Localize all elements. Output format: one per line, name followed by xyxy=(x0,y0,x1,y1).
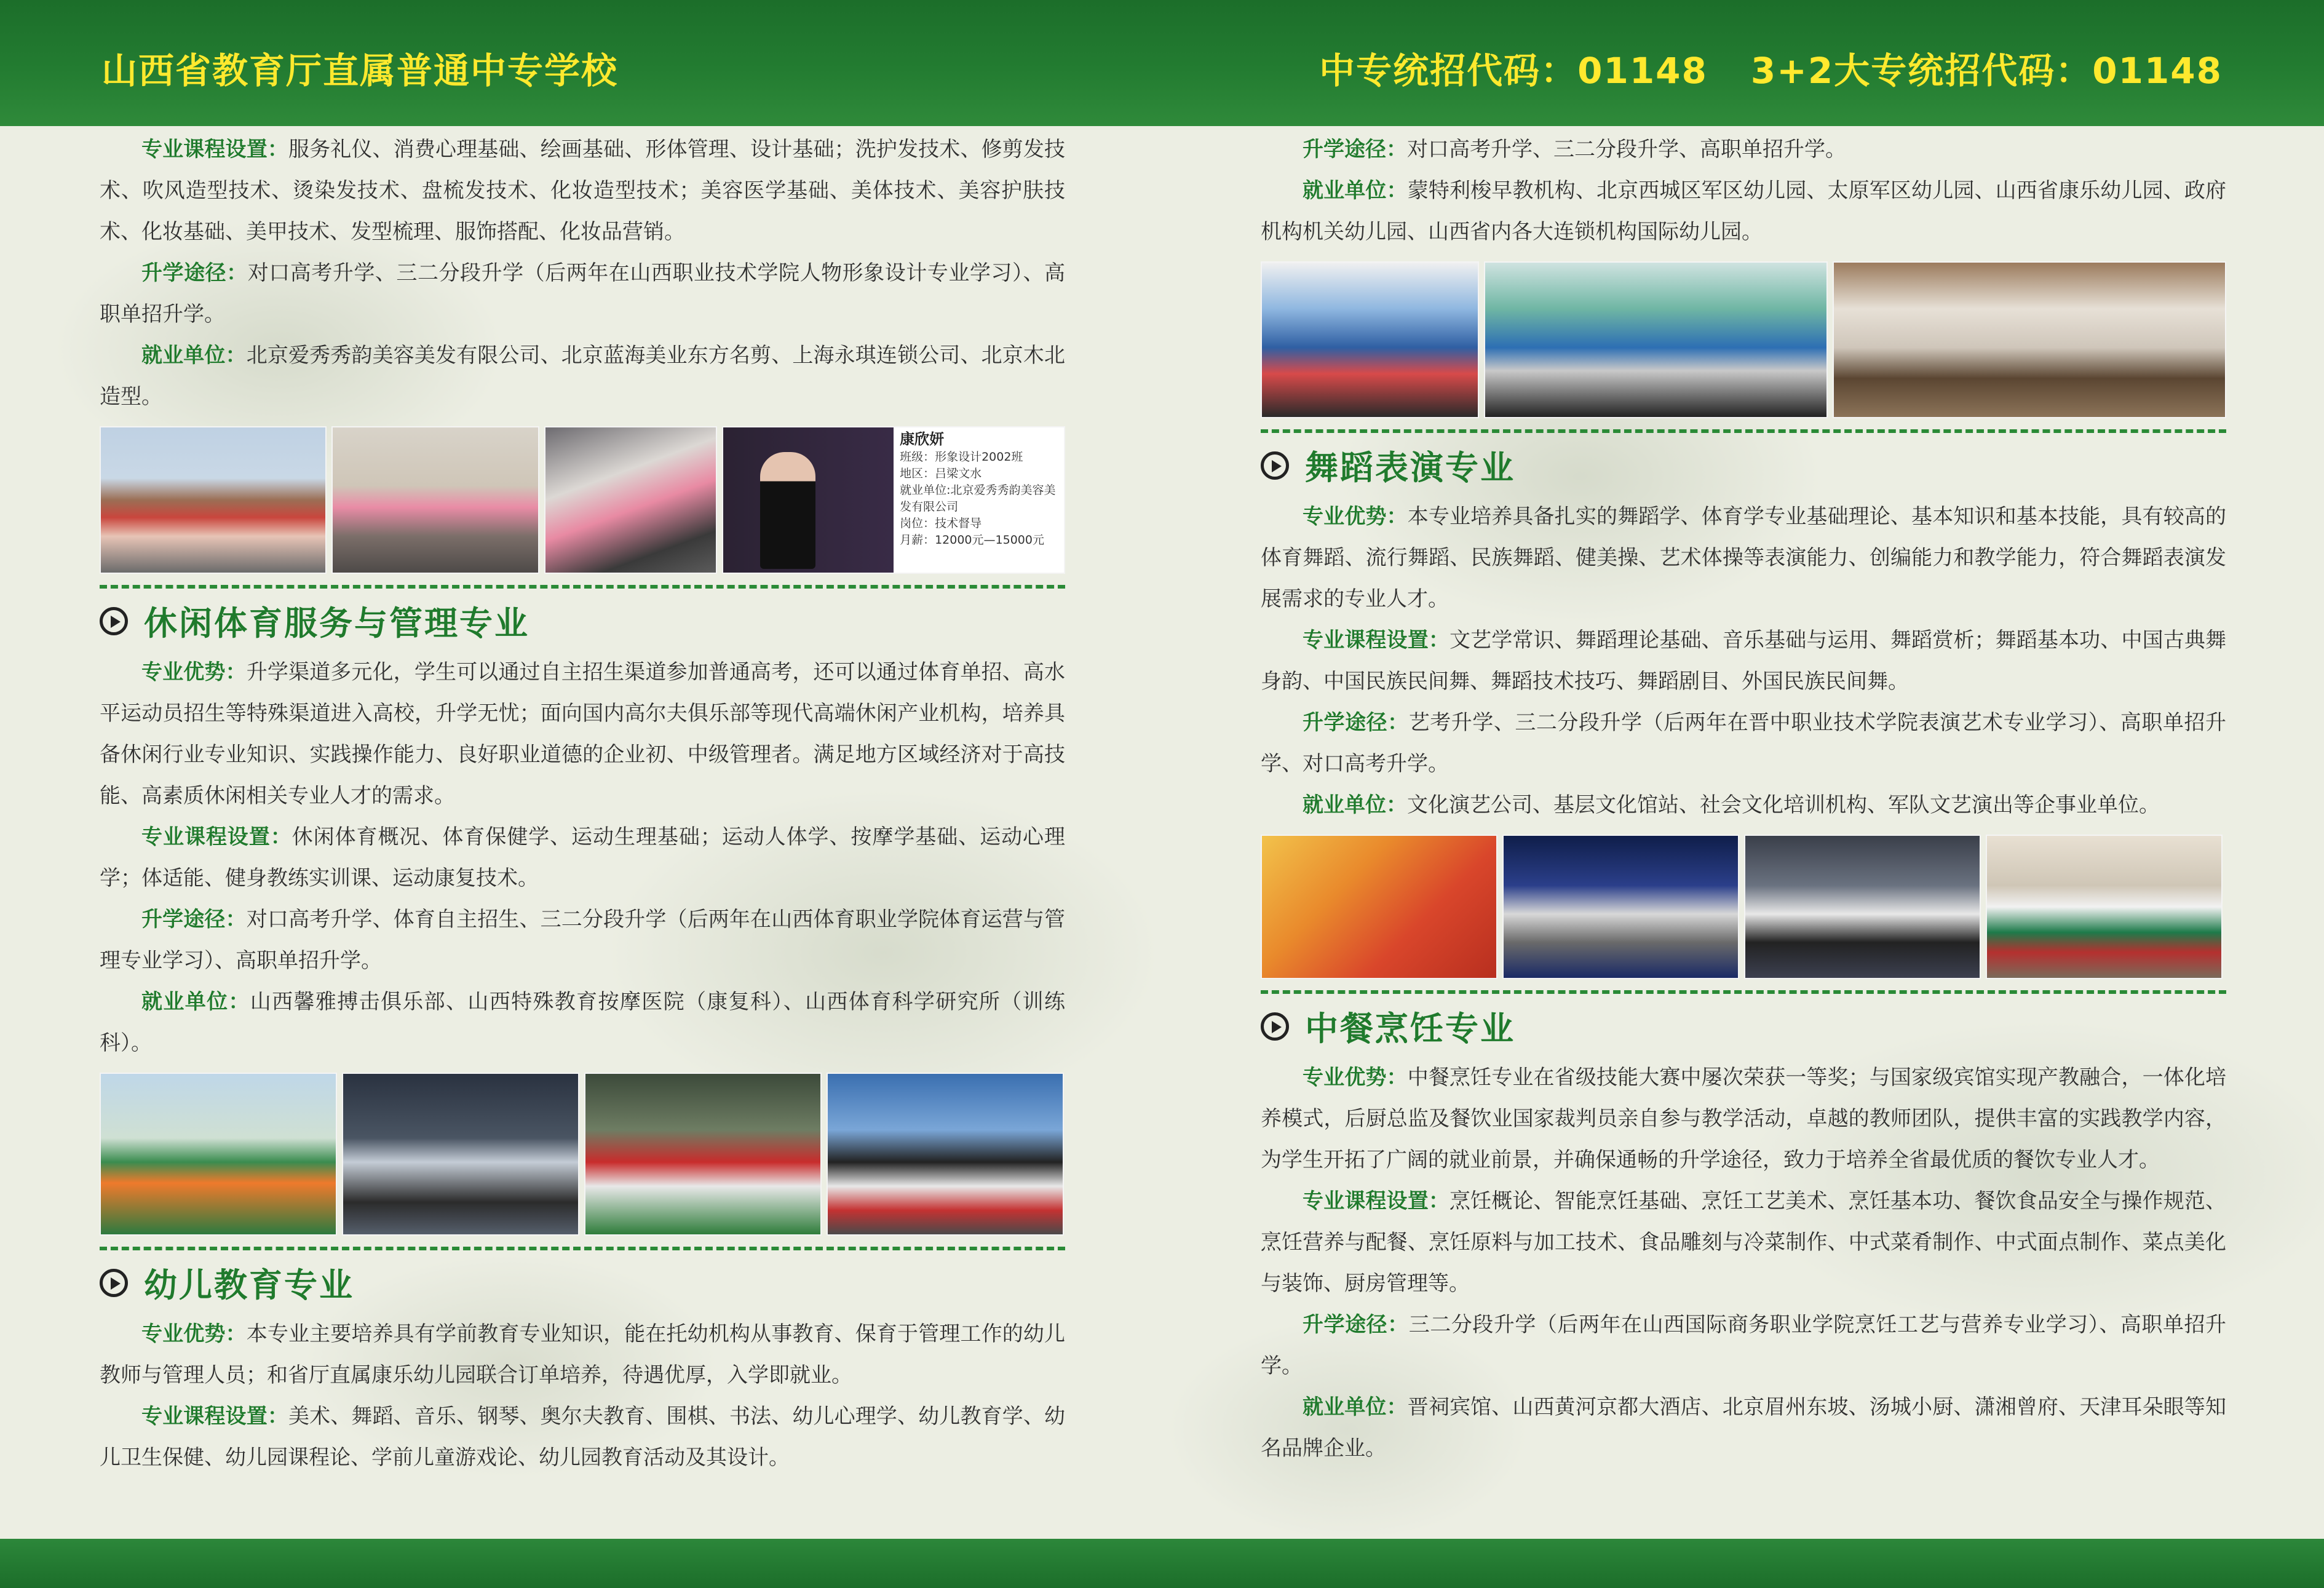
preschool-photos xyxy=(1261,261,2226,418)
arrow-circle-icon xyxy=(100,1269,128,1297)
dance-photos xyxy=(1261,835,2226,979)
photo-group-banner xyxy=(100,426,327,574)
photo-stage-group xyxy=(1502,835,1739,979)
sports-courses: 专业课程设置：休闲体育概况、体育保健学、运动生理基础；运动人体学、按摩学基础、运动心理学；体适能、健身教练实训课、运动康复技术。 xyxy=(100,825,1066,891)
beauty-jobs: 就业单位：北京爱秀秀韵美容美发有限公司、北京蓝海美业东方名剪、上海永琪连锁公司、北京木北造型。 xyxy=(100,343,1066,409)
photo-dance-studio xyxy=(1833,261,2226,418)
photo-kindergarten xyxy=(1261,261,1479,418)
code-college: 3+2大专统招代码：01148 xyxy=(1750,50,2223,92)
photo-massage xyxy=(584,1073,822,1236)
arrow-circle-icon xyxy=(100,607,128,635)
code-secondary: 中专统招代码：01148 xyxy=(1319,50,1708,92)
cooking-jobs: 就业单位：晋祠宾馆、山西黄河京都大酒店、北京眉州东坡、汤城小厨、潇湘曾府、天津耳朵眼等知名品牌企业。 xyxy=(1261,1395,2227,1461)
cooking-courses: 专业课程设置：烹饪概论、智能烹饪基础、烹饪工艺美术、烹饪基本功、餐饮食品安全与操作规范、烹饪营养与配餐、烹饪原料与加工技术、食品雕刻与冷菜制作、中式菜肴制作、中式面点制作、菜点美化与装饰、厨房管理等。 xyxy=(1261,1189,2227,1296)
header-bar xyxy=(0,0,2324,126)
left-column xyxy=(100,129,1065,1479)
preschool-heading: 幼儿教育专业 xyxy=(100,1259,1065,1306)
preschool-courses: 专业课程设置：美术、舞蹈、音乐、钢琴、奥尔夫教育、围棋、书法、幼儿心理学、幼儿教育学、幼儿卫生保健、幼儿园课程论、学前儿童游戏论、幼儿园教育活动及其设计。 xyxy=(100,1404,1066,1470)
dance-advantage: 专业优势：本专业培养具备扎实的舞蹈学、体育学专业基础理论、基本知识和基本技能，具有较高的体育舞蹈、流行舞蹈、民族舞蹈、健美操、艺术体操等表演能力、创编能力和教学能力，符合舞蹈表演发展需求的专业人才。 xyxy=(1261,504,2227,611)
dance-heading: 舞蹈表演专业 xyxy=(1261,442,2226,489)
sports-heading: 休闲体育服务与管理专业 xyxy=(100,597,1065,645)
photo-gym xyxy=(342,1073,579,1236)
beauty-path: 升学途径：对口高考升学、三二分段升学（后两年在山西职业技术学院人物形象设计专业学习）、高职单招升学。 xyxy=(100,261,1066,327)
sports-path: 升学途径：对口高考升学、体育自主招生、三二分段升学（后两年在山西体育职业学院体育运营与管理专业学习）、高职单招升学。 xyxy=(100,907,1066,973)
enroll-codes xyxy=(1319,42,2223,93)
divider xyxy=(1261,990,2226,994)
arrow-circle-icon xyxy=(1261,451,1289,480)
cooking-heading: 中餐烹饪专业 xyxy=(1261,1002,2226,1050)
photo-hair-practice xyxy=(544,426,717,574)
photo-football xyxy=(100,1073,337,1236)
beauty-photos xyxy=(100,426,1065,574)
graduate-card xyxy=(722,426,1065,574)
preschool-jobs: 就业单位：蒙特利梭早教机构、北京西城区军区幼儿园、太原军区幼儿园、山西省康乐幼儿园、政府机构机关幼儿园、山西省内各大连锁机构国际幼儿园。 xyxy=(1261,178,2227,244)
preschool-path: 升学途径：对口高考升学、三二分段升学、高职单招升学。 xyxy=(1303,137,1846,162)
right-column xyxy=(1261,129,2226,1469)
photo-classroom xyxy=(331,426,540,574)
cooking-path: 升学途径：三二分段升学（后两年在山西国际商务职业学院烹饪工艺与营养专业学习）、高职单招升学。 xyxy=(1261,1312,2227,1378)
graduate-portrait xyxy=(760,452,815,569)
graduate-info: 康欣妍 班级：形象设计2002班 地区：吕梁文水 就业单位:北京爱秀秀韵美容美发有限公司 岗位：技术督导 月薪：12000元—15000元 xyxy=(894,427,1064,573)
dance-path: 升学途径：艺考升学、三二分段升学（后两年在晋中职业技术学院表演艺术专业学习）、高职单招升学、对口高考升学。 xyxy=(1261,710,2227,776)
school-name: 山西省教育厅直属普通中专学校 xyxy=(101,50,619,92)
sports-photos xyxy=(100,1073,1065,1236)
sports-jobs: 就业单位：山西馨雅搏击俱乐部、山西特殊教育按摩医院（康复科）、山西体育科学研究所（训练科）。 xyxy=(100,990,1066,1055)
beauty-courses: 专业课程设置：服务礼仪、消费心理基础、绘画基础、形体管理、设计基础；洗护发技术、修剪发技术、吹风造型技术、烫染发技术、盘梳发技术、化妆造型技术；美容医学基础、美体技术、美容护肤技术、化妆基础、美甲技术、发型梳理、服饰搭配、化妆品营销。 xyxy=(100,137,1066,244)
preschool-advantage: 专业优势：本专业主要培养具有学前教育专业知识，能在托幼机构从事教育、保育于管理工作的幼儿教师与管理人员；和省厅直属康乐幼儿园联合订单培养，待遇优厚，入学即就业。 xyxy=(100,1322,1066,1388)
arrow-circle-icon xyxy=(1261,1012,1289,1041)
dance-courses: 专业课程设置：文艺学常识、舞蹈理论基础、音乐基础与运用、舞蹈赏析；舞蹈基本功、中国古典舞身韵、中国民族民间舞、舞蹈技术技巧、舞蹈剧目、外国民族民间舞。 xyxy=(1261,628,2227,694)
photo-martial-arts xyxy=(827,1073,1064,1236)
photo-certificate xyxy=(1261,835,1497,979)
photo-piano-room xyxy=(1484,261,1828,418)
dance-jobs: 就业单位：文化演艺公司、基层文化馆站、社会文化培训机构、军队文艺演出等企事业单位。 xyxy=(1303,793,2160,817)
photo-dance-performance xyxy=(1744,835,1981,979)
cooking-advantage: 专业优势：中餐烹饪专业在省级技能大赛中屡次荣获一等奖；与国家级宾馆实现产教融合，一体化培养模式，后厨总监及餐饮业国家裁判员亲自参与教学活动，卓越的教师团队，提供丰富的实践教学内容，为学生开拓了广阔的就业前景，并确保通畅的升学途径，致力于培养全省最优质的餐饮专业人才。 xyxy=(1261,1065,2227,1172)
divider xyxy=(100,1247,1065,1250)
sports-advantage: 专业优势：升学渠道多元化，学生可以通过自主招生渠道参加普通高考，还可以通过体育单招、高水平运动员招生等特殊渠道进入高校，升学无忧；面向国内高尔夫俱乐部等现代高端休闲产业机构，培养具备休闲行业专业知识、实践操作能力、良好职业道德的企业初、中级管理者。满足地方区域经济对于高技能、高素质休闲相关专业人才的需求。 xyxy=(100,660,1066,808)
footer-bar xyxy=(0,1539,2324,1588)
divider xyxy=(100,585,1065,589)
divider xyxy=(1261,429,2226,433)
photo-ethnic-dance xyxy=(1986,835,2223,979)
